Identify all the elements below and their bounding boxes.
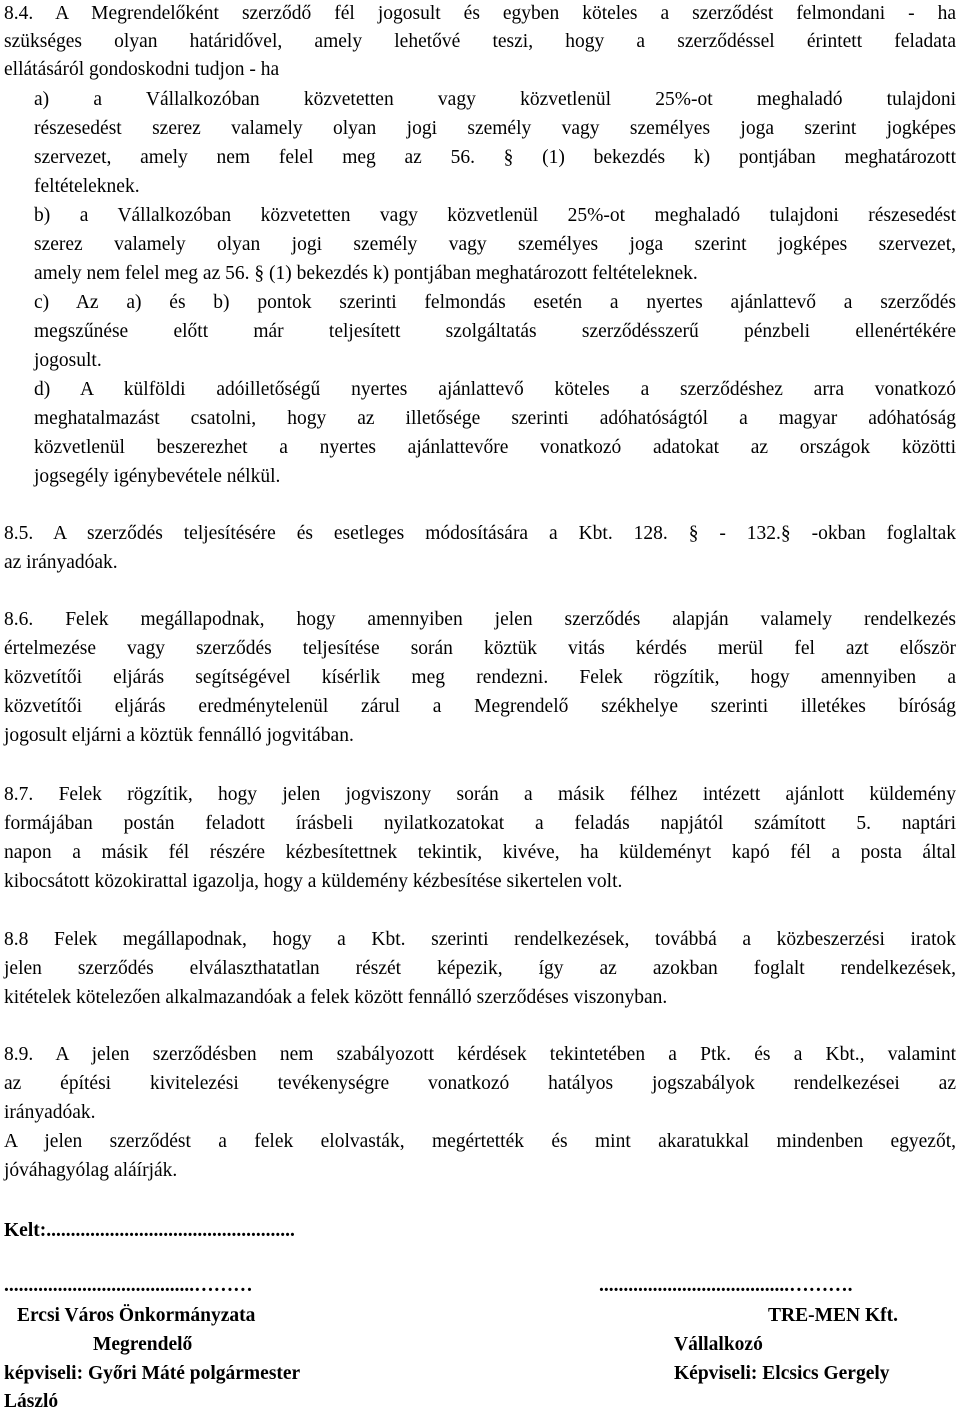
signature-line-left: .......................................………	[4, 1275, 253, 1296]
signatory-left-representative: képviseli: Győri Máté polgármester	[4, 1363, 301, 1384]
signatory-right-role: Vállalkozó	[674, 1334, 763, 1355]
section-8-6-line: értelmezése vagy szerződés teljesítése során köztük vitás kérdés merül fel azt először	[4, 638, 956, 659]
section-8-7-line: kibocsátott közokirattal igazolja, hogy a küldemény kézbesítése sikertelen volt.	[4, 871, 623, 892]
section-8-7-line: 8.7. Felek rögzítik, hogy jelen jogviszony során a másik félhez intézett ajánlott küldemény	[4, 784, 956, 805]
kelt-date-line: Kelt:...................................................	[4, 1220, 295, 1241]
point-a-line: részesedést szerez valamely olyan jogi személy vagy személyes joga szerint jogképes	[34, 118, 956, 139]
point-a-line: szervezet, amely nem felel meg az 56. § (1) bekezdés k) pontjában meghatározott	[34, 147, 956, 168]
signatory-left-representative-cont: László	[4, 1391, 59, 1412]
section-8-5-line: az irányadóak.	[4, 552, 118, 573]
section-8-9-line: irányadóak.	[4, 1102, 96, 1123]
section-8-7-line: formájában postán feladott írásbeli nyilatkozatokat a feladás napjától számított 5. naptári	[4, 813, 956, 834]
closing-line: A jelen szerződést a felek elolvasták, megértették és mint akaratukkal mindenben egyezőt,	[4, 1131, 956, 1152]
section-8-6-line: közvetítői eljárás eredménytelenül zárul a Megrendelő székhelye szerinti illetékes bíróság	[4, 696, 956, 717]
point-b-line: amely nem felel meg az 56. § (1) bekezdés k) pontjában meghatározott feltételeknek.	[34, 263, 698, 284]
point-b-line: szerez valamely olyan jogi személy vagy személyes joga szerint jogképes szervezet,	[34, 234, 956, 255]
section-8-6-line: közvetítői eljárás segítségével kísérlik meg rendezni. Felek rögzítik, hogy amennyiben a	[4, 667, 956, 688]
point-c-line: c) Az a) és b) pontok szerinti felmondás esetén a nyertes ajánlattevő a szerződés	[34, 292, 956, 313]
section-8-8-line: jelen szerződés elválaszthatatlan részét képezik, így az azokban foglalt rendelkezések,	[4, 958, 956, 979]
point-a-line: a) a Vállalkozóban közvetetten vagy közvetlenül 25%-ot meghaladó tulajdoni	[34, 89, 956, 110]
signature-line-right: .......................................……….	[599, 1275, 853, 1296]
section-8-7-line: napon a másik fél részére kézbesítettnek tekintik, kivéve, ha küldeményt kapó fél a posta által	[4, 842, 956, 863]
signatory-left-name: Ercsi Város Önkormányzata	[17, 1305, 256, 1326]
closing-line: jóváhagyólag aláírják.	[4, 1160, 178, 1181]
section-8-6-line: 8.6. Felek megállapodnak, hogy amennyiben jelen szerződés alapján valamely rendelkezés	[4, 609, 956, 630]
section-8-8-line: 8.8 Felek megállapodnak, hogy a Kbt. szerinti rendelkezések, továbbá a közbeszerzési iratok	[4, 929, 956, 950]
section-8-4-line: szükséges olyan határidővel, amely lehetővé teszi, hogy a szerződéssel érintett feladata	[4, 31, 956, 52]
section-8-6-line: jogosult eljárni a köztük fennálló jogvitában.	[4, 725, 354, 746]
point-d-line: jogsegély igénybevétele nélkül.	[34, 466, 281, 487]
section-8-9-line: az építési kivitelezési tevékenységre vonatkozó hatályos jogszabályok rendelkezései az	[4, 1073, 956, 1094]
signatory-right-representative: Képviseli: Elcsics Gergely	[674, 1363, 890, 1384]
signatory-left-role: Megrendelő	[93, 1334, 193, 1355]
point-b-line: b) a Vállalkozóban közvetetten vagy közvetlenül 25%-ot meghaladó tulajdoni részesedést	[34, 205, 956, 226]
section-8-5-line: 8.5. A szerződés teljesítésére és esetleges módosítására a Kbt. 128. § - 132.§ -okban foglaltak	[4, 523, 956, 544]
point-c-line: jogosult.	[34, 350, 102, 371]
point-d-line: közvetlenül beszerezhet a nyertes ajánlattevőre vonatkozó adatokat az országok közötti	[34, 437, 956, 458]
signatory-right-name: TRE-MEN Kft.	[768, 1305, 898, 1326]
point-d-line: d) A külföldi adóilletőségű nyertes ajánlattevő köteles a szerződéshez arra vonatkozó	[34, 379, 956, 400]
point-c-line: megszűnése előtt már teljesített szolgáltatás szerződésszerű pénzbeli ellenértékére	[34, 321, 956, 342]
point-a-line: feltételeknek.	[34, 176, 140, 197]
section-8-9-line: 8.9. A jelen szerződésben nem szabályozott kérdések tekintetében a Ptk. és a Kbt., valamint	[4, 1044, 956, 1065]
section-8-4-line: ellátásáról gondoskodni tudjon - ha	[4, 59, 280, 80]
section-8-8-line: kitételek kötelezően alkalmazandóak a felek között fennálló szerződéses viszonyban.	[4, 987, 668, 1008]
point-d-line: meghatalmazást csatolni, hogy az illetősége szerinti adóhatóságtól a magyar adóhatóság	[34, 408, 956, 429]
section-8-4-line: 8.4. A Megrendelőként szerződő fél jogosult és egyben köteles a szerződést felmondani - ha	[4, 3, 956, 24]
